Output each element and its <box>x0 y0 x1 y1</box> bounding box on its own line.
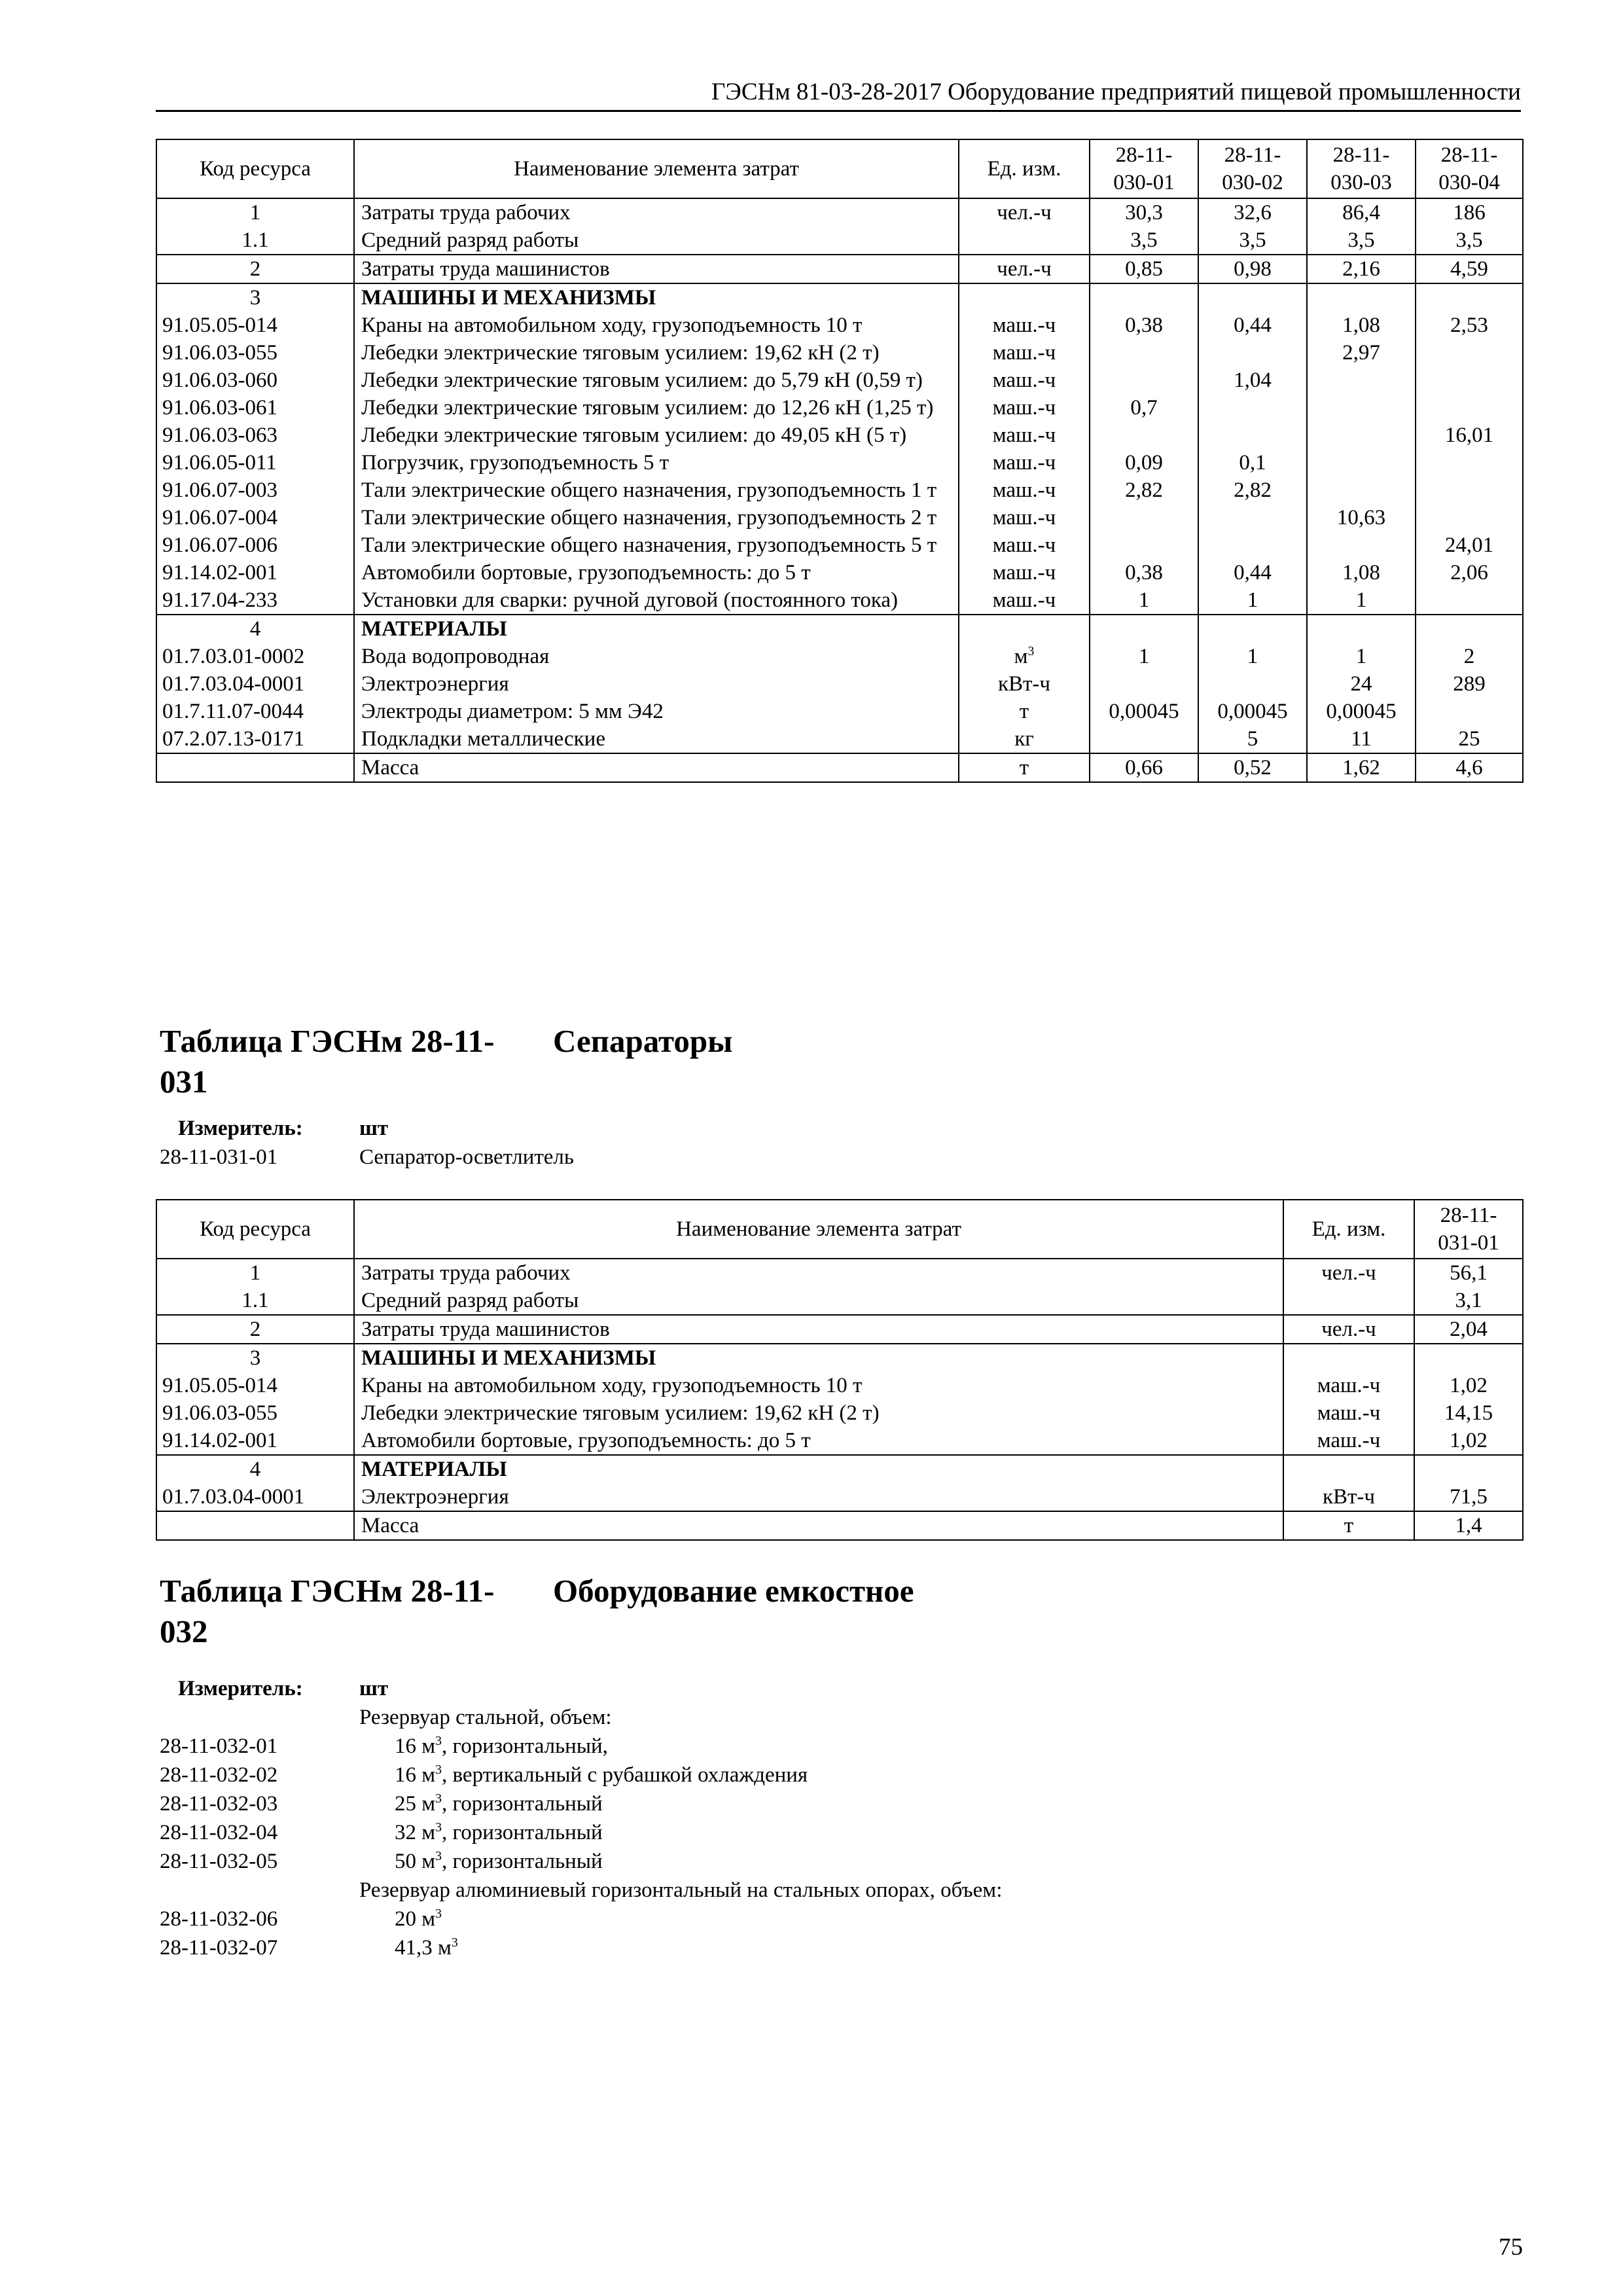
table-030-cell-name: Масса <box>354 753 959 782</box>
section-032-item-text: 41,3 $м^3$ <box>395 1935 458 1960</box>
table-030-cell-value-2 <box>1198 283 1307 312</box>
table-030-row <box>156 283 1523 312</box>
section-031-measure-value: шт <box>359 1117 389 1140</box>
table-030-cell-value-4: 2 <box>1416 643 1523 670</box>
table-030-cell-value-1 <box>1090 422 1198 449</box>
table-030-cell-value-1: 30,3 <box>1090 198 1198 226</box>
table-030-cell-unit: маш.-ч <box>959 394 1090 422</box>
table-030-header-code: Код ресурса <box>156 139 354 198</box>
table-030-cell-value-2: 0,98 <box>1198 255 1307 283</box>
table-031-cell-value-1 <box>1414 1344 1523 1372</box>
table-030-cell-value-1 <box>1090 615 1198 643</box>
table-030-cell-value-1: 0,85 <box>1090 255 1198 283</box>
table-030-cell-value-3 <box>1307 367 1416 394</box>
table-030-cell-value-1: 0,7 <box>1090 394 1198 422</box>
section-031-title-line2: 031 <box>160 1064 208 1100</box>
page-header: ГЭСНм 81-03-28-2017 Оборудование предприятий пищевой промышленности <box>156 76 1521 112</box>
table-030-cell-value-4: 24,01 <box>1416 531 1523 559</box>
section-032-item-sup: 3 <box>435 1763 442 1777</box>
table-030-cell-value-4 <box>1416 586 1523 615</box>
table-030-cell-value-2: 32,6 <box>1198 198 1307 226</box>
table-030-cell-value-1 <box>1090 725 1198 753</box>
table-030-cell-value-2: 0,00045 <box>1198 698 1307 725</box>
table-031-cell-unit: маш.-ч <box>1283 1399 1414 1427</box>
table-030-header-unit: Ед. изм. <box>959 139 1090 198</box>
table-031-cell-unit <box>1283 1344 1414 1372</box>
table-030-row <box>156 367 1523 394</box>
table-031-cell-code: 2 <box>156 1315 354 1344</box>
table-030-cell-code: 91.06.07-003 <box>156 476 354 504</box>
table-030-cell-value-1 <box>1090 339 1198 367</box>
table-030-cell-value-1 <box>1090 283 1198 312</box>
table-030-cell-name: МАТЕРИАЛЫ <box>354 615 959 643</box>
table-030-cell-value-2: 0,44 <box>1198 312 1307 339</box>
table-031-cell-code: 91.06.03-055 <box>156 1399 354 1427</box>
table-031-cell-code: 4 <box>156 1455 354 1483</box>
table-031-cell-unit <box>1283 1455 1414 1483</box>
table-030-cell-name: Установки для сварки: ручной дуговой (постоянного тока) <box>354 586 959 615</box>
table-031-cell-code: 3 <box>156 1344 354 1372</box>
section-032-title-line1: Таблица ГЭСНм 28-11- <box>160 1573 495 1609</box>
table-031-cell-name: Автомобили бортовые, грузоподъемность: до 5 т <box>354 1427 1283 1455</box>
table-030-cell-code: 91.06.03-060 <box>156 367 354 394</box>
table-031-cell-code: 1 <box>156 1259 354 1287</box>
table-030-cell-value-1: 0,38 <box>1090 559 1198 586</box>
table-030-row <box>156 615 1523 643</box>
table-030-cell-value-2: 2,82 <box>1198 476 1307 504</box>
table-031-header-row <box>156 1200 1523 1259</box>
table-031-cell-value-1: 56,1 <box>1414 1259 1523 1287</box>
table-031-cell-unit: т <box>1283 1511 1414 1540</box>
section-032-item-text: 50 $м^3$, горизонтальный <box>395 1849 603 1873</box>
table-031-cell-name: МАШИНЫ И МЕХАНИЗМЫ <box>354 1344 1283 1372</box>
table-031-cell-value-1: 1,02 <box>1414 1427 1523 1455</box>
table-031-cell-value-1: 2,04 <box>1414 1315 1523 1344</box>
table-030-header-col-3 <box>1307 139 1416 198</box>
table-030-header-col-1-line-2: 030-01 <box>1113 171 1175 194</box>
table-031-cell-name: Электроэнергия <box>354 1483 1283 1511</box>
table-030-cell-value-3: 3,5 <box>1307 226 1416 255</box>
table-030-cell-value-1: 0,66 <box>1090 753 1198 782</box>
table-030-cell-value-4 <box>1416 339 1523 367</box>
table-030-cell-value-3: 1,08 <box>1307 312 1416 339</box>
table-030-row <box>156 198 1523 226</box>
table-030-cell-value-2: 0,1 <box>1198 449 1307 476</box>
table-030-row <box>156 476 1523 504</box>
section-032-item-code: 28-11-032-02 <box>160 1763 278 1787</box>
table-030-header-col-3-line-1: 28-11- <box>1332 143 1390 167</box>
section-031-item-code: 28-11-031-01 <box>160 1145 278 1169</box>
table-031-header-code: Код ресурса <box>156 1200 354 1259</box>
table-030-cell-name: Вода водопроводная <box>354 643 959 670</box>
table-031-cell-unit: чел.-ч <box>1283 1315 1414 1344</box>
table-030-cell-unit: маш.-ч <box>959 476 1090 504</box>
section-031-measure-label: Измеритель: <box>178 1117 303 1140</box>
table-030-cell-value-3: 2,97 <box>1307 339 1416 367</box>
table-030-cell-value-2 <box>1198 504 1307 531</box>
table-031-row <box>156 1372 1523 1399</box>
table-031-cell-unit <box>1283 1287 1414 1315</box>
section-032-item-text: 25 $м^3$, горизонтальный <box>395 1791 603 1816</box>
table-031-cell-unit: маш.-ч <box>1283 1372 1414 1399</box>
table-030-row <box>156 559 1523 586</box>
table-030-cell-unit: маш.-ч <box>959 531 1090 559</box>
table-030-cell-code: 91.14.02-001 <box>156 559 354 586</box>
section-032-title-line2: 032 <box>160 1613 208 1649</box>
table-030-cell-value-3 <box>1307 283 1416 312</box>
table-030-cell-value-2: 5 <box>1198 725 1307 753</box>
table-030-cell-value-3: 1,62 <box>1307 753 1416 782</box>
table-030-header-row <box>156 139 1523 198</box>
table-030-cell-unit: маш.-ч <box>959 339 1090 367</box>
table-030-cell-code: 91.05.05-014 <box>156 312 354 339</box>
table-030-cell-value-4: 3,5 <box>1416 226 1523 255</box>
table-030-cell-value-4 <box>1416 615 1523 643</box>
section-032-item-sup: 3 <box>435 1849 442 1863</box>
table-030-row <box>156 504 1523 531</box>
table-031-row <box>156 1483 1523 1511</box>
section-032-item-code: 28-11-032-03 <box>160 1792 278 1816</box>
table-030-cell-unit: маш.-ч <box>959 504 1090 531</box>
table-030-cell-unit <box>959 226 1090 255</box>
table-030-cell-value-3: 86,4 <box>1307 198 1416 226</box>
table-031-cell-code: 91.14.02-001 <box>156 1427 354 1455</box>
table-030-cell-value-3: 1 <box>1307 643 1416 670</box>
section-032-item-sup: 3 <box>451 1935 458 1950</box>
section-031-title-line1: Таблица ГЭСНм 28-11- <box>160 1023 495 1059</box>
table-030-cell-value-3 <box>1307 531 1416 559</box>
table-030-cell-value-4: 16,01 <box>1416 422 1523 449</box>
section-032-item-code: 28-11-032-07 <box>160 1936 278 1960</box>
table-030-cell-unit: маш.-ч <box>959 422 1090 449</box>
table-030-header-col-3-line-2: 030-03 <box>1330 171 1392 194</box>
table-030-row <box>156 422 1523 449</box>
section-032-item-sup: 3 <box>435 1907 442 1921</box>
table-030-row <box>156 226 1523 255</box>
table-031 <box>156 1199 1524 1541</box>
table-030-cell-value-2 <box>1198 422 1307 449</box>
table-030-header-name: Наименование элемента затрат <box>354 139 959 198</box>
table-031-header-col-1 <box>1414 1200 1523 1259</box>
table-030-cell-name: Лебедки электрические тяговым усилием: до 5,79 кН (0,59 т) <box>354 367 959 394</box>
table-030-cell-value-1: 3,5 <box>1090 226 1198 255</box>
table-031-cell-name: Краны на автомобильном ходу, грузоподъемность 10 т <box>354 1372 1283 1399</box>
table-030-cell-unit: кг <box>959 725 1090 753</box>
table-030-cell-value-1: 0,00045 <box>1090 698 1198 725</box>
table-030-cell-value-4 <box>1416 283 1523 312</box>
table-030-unit-sup: 3 <box>1027 644 1035 658</box>
table-031-cell-name: Средний разряд работы <box>354 1287 1283 1315</box>
table-030-cell-value-1: 0,38 <box>1090 312 1198 339</box>
table-030-cell-unit: маш.-ч <box>959 449 1090 476</box>
section-031-name: Сепараторы <box>553 1023 733 1059</box>
table-030-cell-unit: т <box>959 753 1090 782</box>
table-030-cell-value-3: 0,00045 <box>1307 698 1416 725</box>
table-031-cell-name: Масса <box>354 1511 1283 1540</box>
table-031-row <box>156 1399 1523 1427</box>
section-031-item-text: Сепаратор-осветлитель <box>359 1145 574 1169</box>
page-number: 75 <box>1499 2234 1523 2261</box>
table-030-row <box>156 394 1523 422</box>
table-030-row <box>156 670 1523 698</box>
table-030-cell-value-3 <box>1307 615 1416 643</box>
table-030-cell-name: Краны на автомобильном ходу, грузоподъемность 10 т <box>354 312 959 339</box>
table-030-cell-code: 91.06.07-004 <box>156 504 354 531</box>
section-032-item-text: 20 $м^3$ <box>395 1907 442 1931</box>
table-030-row <box>156 531 1523 559</box>
section-032-item-text: 16 $м^3$, вертикальный с рубашкой охлаждения <box>395 1763 808 1787</box>
table-030-cell-value-3: 11 <box>1307 725 1416 753</box>
table-030-cell-value-2: 1 <box>1198 586 1307 615</box>
table-030-cell-value-4: 25 <box>1416 725 1523 753</box>
table-030-cell-name: Автомобили бортовые, грузоподъемность: до 5 т <box>354 559 959 586</box>
table-030-cell-value-1: 1 <box>1090 643 1198 670</box>
table-030-cell-value-2: 0,44 <box>1198 559 1307 586</box>
table-030-cell-value-4 <box>1416 394 1523 422</box>
table-030-cell-value-4 <box>1416 504 1523 531</box>
section-032-group-2: Резервуар алюминиевый горизонтальный на стальных опорах, объем: <box>359 1878 1003 1902</box>
table-030-header-col-1-line-1: 28-11- <box>1115 143 1173 167</box>
table-030-cell-value-4: 186 <box>1416 198 1523 226</box>
table-030-cell-value-2: 1 <box>1198 643 1307 670</box>
table-030-cell-name: Лебедки электрические тяговым усилием: до 49,05 кН (5 т) <box>354 422 959 449</box>
table-031-cell-unit: чел.-ч <box>1283 1259 1414 1287</box>
section-032-item-code: 28-11-032-06 <box>160 1907 278 1931</box>
table-030-cell-value-1 <box>1090 670 1198 698</box>
table-030-cell-name: Подкладки металлические <box>354 725 959 753</box>
table-030-cell-name: Электроды диаметром: 5 мм Э42 <box>354 698 959 725</box>
table-030-cell-unit <box>959 283 1090 312</box>
table-031-cell-value-1: 3,1 <box>1414 1287 1523 1315</box>
table-030 <box>156 139 1524 783</box>
table-030-cell-value-4 <box>1416 476 1523 504</box>
table-030-cell-code: 01.7.03.04-0001 <box>156 670 354 698</box>
table-030-cell-value-3 <box>1307 449 1416 476</box>
table-030-cell-value-4: 2,06 <box>1416 559 1523 586</box>
table-031-cell-value-1 <box>1414 1455 1523 1483</box>
table-030-cell-value-4: 2,53 <box>1416 312 1523 339</box>
table-031-cell-code: 91.05.05-014 <box>156 1372 354 1399</box>
table-030-row <box>156 725 1523 753</box>
table-031-cell-name: Лебедки электрические тяговым усилием: 19,62 кН (2 т) <box>354 1399 1283 1427</box>
table-030-cell-unit: маш.-ч <box>959 312 1090 339</box>
table-030-row <box>156 449 1523 476</box>
table-030-header-col-2 <box>1198 139 1307 198</box>
table-031-header-name: Наименование элемента затрат <box>354 1200 1283 1259</box>
table-030-cell-value-4 <box>1416 449 1523 476</box>
table-030-cell-value-2 <box>1198 531 1307 559</box>
table-030-cell-value-4 <box>1416 367 1523 394</box>
table-030-header-col-4-line-1: 28-11- <box>1440 143 1498 167</box>
section-032-measure-value: шт <box>359 1677 389 1700</box>
section-032-item-code: 28-11-032-04 <box>160 1821 278 1844</box>
table-030-cell-name: Тали электрические общего назначения, грузоподъемность 1 т <box>354 476 959 504</box>
table-031-row <box>156 1259 1523 1287</box>
table-030-cell-name: Затраты труда машинистов <box>354 255 959 283</box>
table-030-cell-code: 1 <box>156 198 354 226</box>
table-030-cell-value-3: 24 <box>1307 670 1416 698</box>
table-030-cell-name: Средний разряд работы <box>354 226 959 255</box>
table-030-cell-value-3 <box>1307 476 1416 504</box>
table-031-cell-name: Затраты труда машинистов <box>354 1315 1283 1344</box>
table-030-header-col-2-line-2: 030-02 <box>1222 171 1283 194</box>
table-030-cell-code: 91.06.03-063 <box>156 422 354 449</box>
table-030-cell-name: Тали электрические общего назначения, грузоподъемность 5 т <box>354 531 959 559</box>
table-030-cell-value-2: 0,52 <box>1198 753 1307 782</box>
table-030-cell-value-2: 1,04 <box>1198 367 1307 394</box>
table-030-cell-name: Погрузчик, грузоподъемность 5 т <box>354 449 959 476</box>
table-030-cell-code <box>156 753 354 782</box>
section-031-title <box>160 1021 494 1102</box>
section-032-group-1: Резервуар стальной, объем: <box>359 1706 612 1729</box>
table-030-cell-unit <box>959 615 1090 643</box>
table-031-cell-name: Затраты труда рабочих <box>354 1259 1283 1287</box>
table-030-cell-value-2 <box>1198 615 1307 643</box>
table-030-cell-code: 4 <box>156 615 354 643</box>
table-030-cell-code: 01.7.03.01-0002 <box>156 643 354 670</box>
table-030-header-col-4-line-2: 030-04 <box>1438 171 1500 194</box>
table-030-cell-unit: маш.-ч <box>959 559 1090 586</box>
table-030-cell-value-1: 0,09 <box>1090 449 1198 476</box>
section-032-measure-label: Измеритель: <box>178 1677 303 1700</box>
table-031-cell-value-1: 71,5 <box>1414 1483 1523 1511</box>
table-030-cell-name: Электроэнергия <box>354 670 959 698</box>
table-030-cell-code: 91.06.05-011 <box>156 449 354 476</box>
table-030-cell-unit: кВт-ч <box>959 670 1090 698</box>
table-030-cell-code: 91.06.03-055 <box>156 339 354 367</box>
table-030-cell-value-2 <box>1198 339 1307 367</box>
section-032-item-code: 28-11-032-05 <box>160 1850 278 1873</box>
section-032-item-sup: 3 <box>435 1734 442 1748</box>
table-031-row <box>156 1427 1523 1455</box>
table-031-header-col-1-line-1: 28-11- <box>1440 1204 1497 1227</box>
section-032-item-code: 28-11-032-01 <box>160 1734 278 1758</box>
table-031-cell-code: 01.7.03.04-0001 <box>156 1483 354 1511</box>
section-032-item-sup: 3 <box>435 1791 442 1806</box>
table-031-cell-code <box>156 1511 354 1540</box>
table-030-cell-unit: маш.-ч <box>959 586 1090 615</box>
table-030-cell-value-4: 4,59 <box>1416 255 1523 283</box>
table-030-cell-unit: маш.-ч <box>959 367 1090 394</box>
table-030-row <box>156 255 1523 283</box>
table-030-cell-value-3 <box>1307 394 1416 422</box>
table-030-cell-code: 91.06.03-061 <box>156 394 354 422</box>
table-031-cell-code: 1.1 <box>156 1287 354 1315</box>
table-030-cell-code: 3 <box>156 283 354 312</box>
table-030-cell-unit: чел.-ч <box>959 255 1090 283</box>
table-030-row <box>156 339 1523 367</box>
table-030-cell-unit: $м^3$ <box>959 643 1090 670</box>
table-030-cell-code: 1.1 <box>156 226 354 255</box>
table-030-header-col-4 <box>1416 139 1523 198</box>
table-030-cell-value-2 <box>1198 670 1307 698</box>
section-032-name: Оборудование емкостное <box>553 1573 914 1609</box>
table-030-cell-name: Тали электрические общего назначения, грузоподъемность 2 т <box>354 504 959 531</box>
table-030-cell-name: Затраты труда рабочих <box>354 198 959 226</box>
table-030-cell-name: Лебедки электрические тяговым усилием: 19,62 кН (2 т) <box>354 339 959 367</box>
section-032-item-text: 32 $м^3$, горизонтальный <box>395 1820 603 1844</box>
section-032-title <box>160 1571 494 1652</box>
table-031-row <box>156 1287 1523 1315</box>
table-031-cell-value-1: 1,4 <box>1414 1511 1523 1540</box>
table-030-header-col-2-line-1: 28-11- <box>1224 143 1281 167</box>
table-030-cell-value-1 <box>1090 367 1198 394</box>
table-030-cell-value-3: 2,16 <box>1307 255 1416 283</box>
table-030-cell-value-1: 1 <box>1090 586 1198 615</box>
table-030-cell-value-3: 1 <box>1307 586 1416 615</box>
table-030-cell-unit: чел.-ч <box>959 198 1090 226</box>
table-030-row <box>156 312 1523 339</box>
table-030-cell-value-1: 2,82 <box>1090 476 1198 504</box>
table-031-row <box>156 1315 1523 1344</box>
table-031-cell-unit: кВт-ч <box>1283 1483 1414 1511</box>
table-030-cell-value-2 <box>1198 394 1307 422</box>
table-030-row <box>156 586 1523 615</box>
table-030-cell-value-3: 1,08 <box>1307 559 1416 586</box>
table-030-cell-code: 91.17.04-233 <box>156 586 354 615</box>
table-030-row <box>156 698 1523 725</box>
table-031-row <box>156 1511 1523 1540</box>
section-032-item-sup: 3 <box>435 1820 442 1835</box>
table-031-row <box>156 1344 1523 1372</box>
table-030-cell-value-1 <box>1090 531 1198 559</box>
table-031-header-unit: Ед. изм. <box>1283 1200 1414 1259</box>
table-031-header-col-1-line-2: 031-01 <box>1438 1231 1499 1255</box>
table-030-cell-value-3 <box>1307 422 1416 449</box>
table-030-cell-code: 07.2.07.13-0171 <box>156 725 354 753</box>
table-030-cell-value-4: 289 <box>1416 670 1523 698</box>
table-030-cell-unit: т <box>959 698 1090 725</box>
table-030-cell-value-3: 10,63 <box>1307 504 1416 531</box>
table-031-cell-name: МАТЕРИАЛЫ <box>354 1455 1283 1483</box>
table-031-cell-value-1: 14,15 <box>1414 1399 1523 1427</box>
table-030-cell-code: 91.06.07-006 <box>156 531 354 559</box>
table-030-cell-value-4 <box>1416 698 1523 725</box>
table-030-cell-name: Лебедки электрические тяговым усилием: до 12,26 кН (1,25 т) <box>354 394 959 422</box>
section-032-item-text: 16 $м^3$, горизонтальный, <box>395 1734 608 1758</box>
table-031-cell-value-1: 1,02 <box>1414 1372 1523 1399</box>
table-030-row <box>156 643 1523 670</box>
table-031-row <box>156 1455 1523 1483</box>
table-030-cell-value-1 <box>1090 504 1198 531</box>
table-030-row <box>156 753 1523 782</box>
table-030-cell-code: 01.7.11.07-0044 <box>156 698 354 725</box>
table-031-cell-unit: маш.-ч <box>1283 1427 1414 1455</box>
table-030-cell-value-4: 4,6 <box>1416 753 1523 782</box>
table-030-cell-code: 2 <box>156 255 354 283</box>
table-030-cell-value-2: 3,5 <box>1198 226 1307 255</box>
table-030-header-col-1 <box>1090 139 1198 198</box>
table-030-cell-name: МАШИНЫ И МЕХАНИЗМЫ <box>354 283 959 312</box>
